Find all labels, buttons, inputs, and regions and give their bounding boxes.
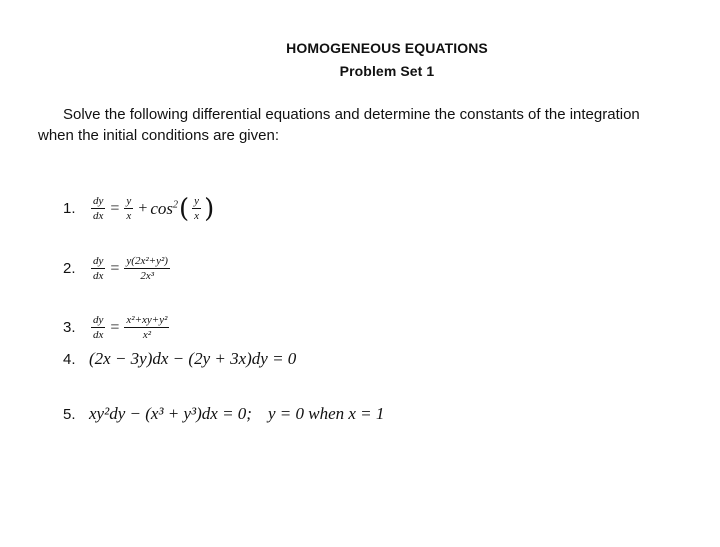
problem-number: 3. [63, 319, 76, 336]
problem-2-equation [89, 255, 172, 282]
equals-sign: = [110, 318, 120, 336]
rhs-fraction [124, 255, 170, 282]
fraction-denominator: x [126, 210, 132, 222]
fraction-numerator: y(2x²+y²) [126, 255, 168, 267]
problem-3-equation [89, 314, 171, 341]
derivative-fraction [91, 195, 105, 222]
rhs-fraction [124, 314, 169, 341]
fraction-numerator: y [194, 195, 200, 207]
fraction-denominator: x [194, 210, 200, 222]
plus-sign: + [138, 199, 148, 217]
problem-1-equation [89, 195, 215, 222]
problem-number: 2. [63, 260, 76, 277]
initial-condition: y = 0 when x = 1 [267, 404, 385, 423]
fraction-denominator: 2x³ [140, 270, 155, 282]
fraction-denominator: dx [93, 270, 104, 282]
problem-number: 4. [63, 350, 76, 368]
fraction-numerator: dy [93, 195, 104, 207]
page-title: HOMOGENEOUS EQUATIONS [286, 40, 488, 56]
close-paren: ) [204, 193, 215, 224]
fraction-numerator: y [126, 195, 132, 207]
problem-2 [63, 255, 172, 282]
page-subtitle: Problem Set 1 [339, 63, 435, 79]
exponent: 2 [173, 198, 179, 210]
cos-function: $\cos^2$ [150, 198, 179, 218]
fraction-numerator: x²+xy+y² [126, 314, 168, 326]
fraction-denominator: dx [93, 210, 104, 222]
fraction-denominator: dx [93, 329, 104, 341]
fraction-numerator: dy [93, 255, 104, 267]
problem-4-equation: (2x − 3y)dx − (2y + 3x)dy = 0 [89, 349, 297, 368]
equals-sign: = [110, 199, 120, 217]
instructions-line-1: Solve the following differential equations and determine the constants of the integration [63, 106, 640, 123]
derivative-fraction [91, 314, 105, 341]
instructions-line-2: when the initial conditions are given: [38, 127, 279, 144]
argument-fraction [192, 195, 201, 222]
problem-number: 1. [63, 200, 76, 217]
equals-sign: = [110, 259, 120, 277]
fraction-denominator: x² [142, 329, 151, 341]
problem-number: 5. [63, 405, 76, 423]
problem-5 [63, 404, 384, 424]
fraction-numerator: dy [93, 314, 104, 326]
problem-4 [63, 349, 296, 369]
derivative-fraction [91, 255, 105, 282]
problem-3 [63, 314, 171, 341]
open-paren: ( [179, 193, 190, 224]
problem-5-equation: xy²dy − (x³ + y³)dx = 0; [89, 404, 252, 423]
problem-1 [63, 195, 215, 222]
ratio-fraction [124, 195, 133, 222]
